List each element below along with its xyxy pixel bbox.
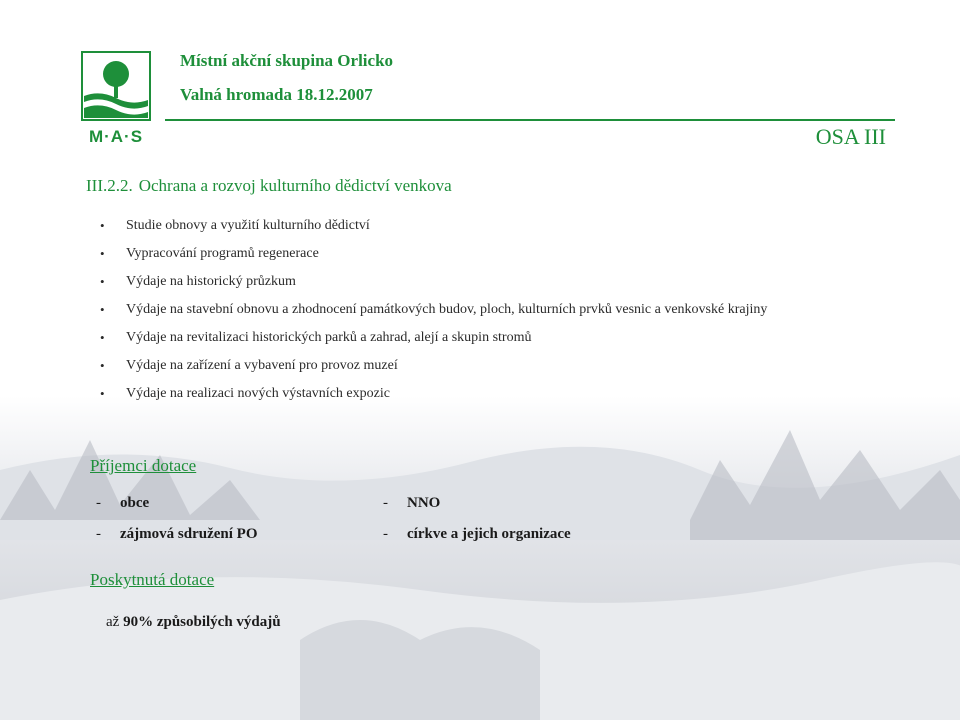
recipient-item	[96, 526, 257, 543]
list-item	[100, 216, 820, 236]
organization-name: Místní akční skupina Orlicko	[180, 51, 394, 70]
section-title: Ochrana a rozvoj kulturního dědictví venkova	[138, 176, 452, 195]
list-item-text: Výdaje na zařízení a vybavení pro provoz muzeí	[126, 358, 398, 373]
dash: -	[96, 526, 101, 542]
section-number: III.2.2.	[86, 176, 133, 195]
bullet-icon: •	[100, 274, 105, 289]
dash: -	[383, 495, 388, 511]
recipient-item	[96, 495, 149, 512]
list-item-text: Studie obnovy a využití kulturního dědictví	[126, 218, 370, 233]
dash: -	[383, 526, 388, 542]
section-heading	[86, 176, 452, 196]
meeting-title: Valná hromada 18.12.2007	[180, 85, 373, 104]
list-item-text: Výdaje na stavební obnovu a zhodnocení památkových budov, ploch, kulturních prvků vesnic a venkovské krajiny	[126, 302, 768, 317]
dash: -	[96, 495, 101, 511]
list-item	[100, 384, 820, 404]
list-item-text: Výdaje na realizaci nových výstavních expozic	[126, 386, 390, 401]
provided-value	[106, 614, 281, 631]
recipient-label: NNO	[407, 495, 441, 511]
recipient-item	[383, 495, 440, 512]
section-code: OSA III	[815, 124, 886, 149]
list-item-text: Vypracování programů regenerace	[126, 246, 319, 261]
list-item-text: Výdaje na revitalizaci historických parků a zahrad, alejí a skupin stromů	[126, 330, 532, 345]
list-item	[100, 356, 820, 376]
list-item	[100, 300, 820, 320]
recipient-item	[383, 526, 571, 543]
activity-list	[100, 216, 820, 412]
bullet-icon: •	[100, 218, 105, 233]
bullet-icon: •	[100, 330, 105, 345]
list-item	[100, 244, 820, 264]
list-item	[100, 272, 820, 292]
recipients-heading: Příjemci dotace	[90, 456, 197, 475]
provided-prefix: až	[106, 614, 124, 630]
bullet-icon: •	[100, 358, 105, 373]
provided-heading: Poskytnutá dotace	[90, 570, 215, 589]
recipient-label: obce	[120, 495, 150, 511]
mas-logo	[80, 50, 152, 148]
list-item	[100, 328, 820, 348]
bullet-icon: •	[100, 302, 105, 317]
list-item-text: Výdaje na historický průzkum	[126, 274, 296, 289]
recipient-label: církve a jejich organizace	[407, 526, 571, 542]
bullet-icon: •	[100, 246, 105, 261]
recipient-label: zájmová sdružení PO	[120, 526, 258, 542]
logo-text: M·A·S	[88, 127, 144, 146]
header-divider	[165, 119, 895, 121]
header-titles	[180, 50, 393, 118]
provided-amount: 90% způsobilých výdajů	[123, 614, 281, 630]
bullet-icon: •	[100, 386, 105, 401]
